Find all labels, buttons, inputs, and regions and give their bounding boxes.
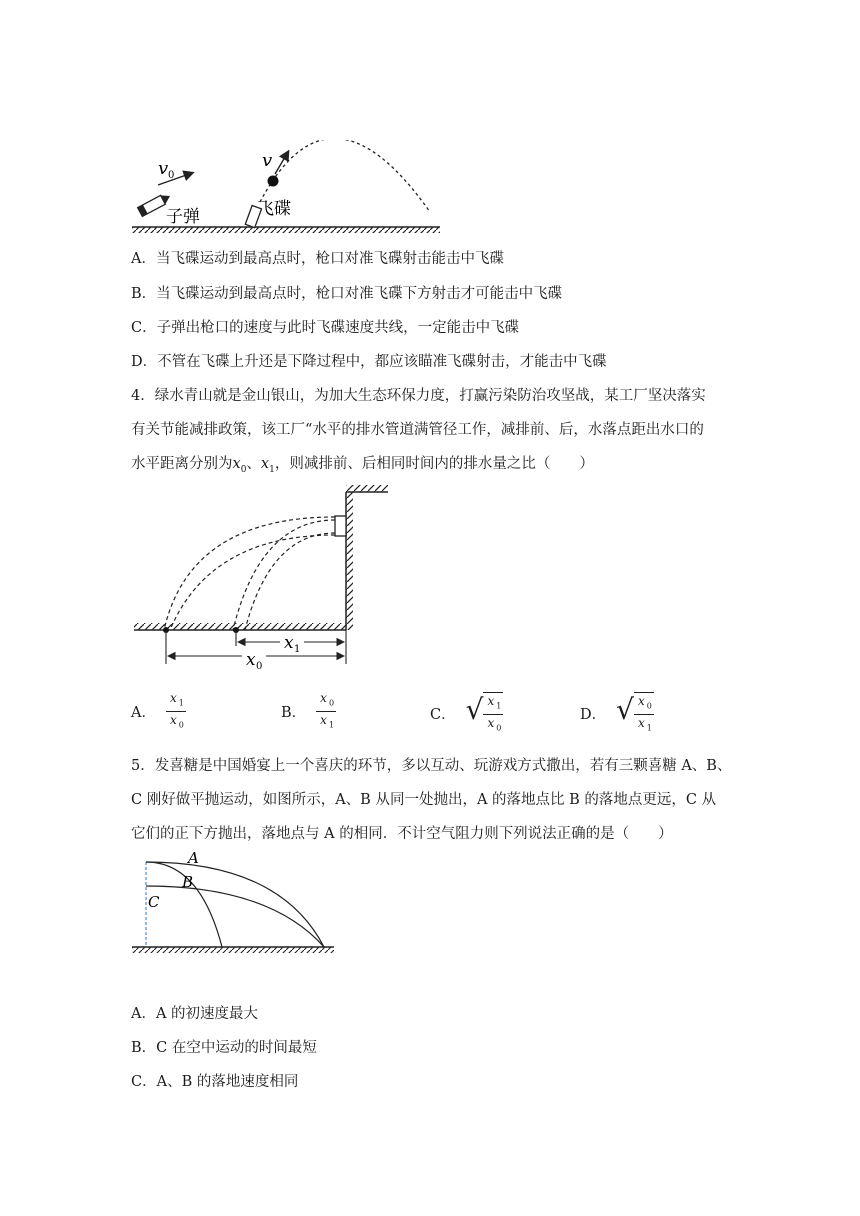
fraction-c-den: x $_0$ [487, 716, 502, 733]
q3-option-a: A．当飞碟运动到最高点时，枪口对准飞碟射击能击中飞碟 [131, 251, 504, 267]
q4-option-a-label: A． [131, 705, 156, 722]
figure-bullet-disc [130, 140, 450, 240]
wall-hatch [346, 492, 353, 630]
q4-option-c-label: C． [430, 706, 456, 723]
v-label: v [262, 150, 273, 171]
q3-option-d: D．不管在飞碟上升还是下降过程中，都应该瞄准飞碟射击，才能击中飞碟 [131, 354, 607, 370]
fig-label-a: A [188, 849, 199, 867]
v-arrow [275, 152, 288, 174]
trajectory-before-bottom [170, 535, 335, 630]
trajectory-after-bottom [245, 533, 335, 630]
q4-option-d-label: D． [580, 706, 607, 723]
fig-label-c: C [148, 893, 160, 911]
ground-hatch-3 [132, 947, 334, 953]
sqrt-d: √ $\frac{x _0}{x _1}$ [616, 690, 654, 737]
figure-drain-pipe [130, 484, 400, 674]
q4-stem-line3-a: 水平距离分别为 [131, 456, 233, 472]
fraction-b-num: x $_0$ [316, 690, 336, 712]
fraction-c [483, 692, 503, 737]
q5-option-c: C．A、B 的落地速度相同 [131, 1074, 299, 1090]
v0-subscript: 0 [168, 170, 175, 181]
fraction-b [316, 690, 336, 734]
fraction-d-den: x $_1$ [637, 716, 652, 733]
q5-stem-line1: 5．发喜糖是中国婚宴上一个喜庆的环节，多以互动、玩游戏方式撒出，若有三颗喜糖 A、B、 [131, 758, 732, 774]
fig-x1-label: x [284, 633, 294, 653]
fig-x0-sub: 0 [256, 661, 263, 672]
trajectory-c [146, 886, 324, 947]
q5-stem-line3: 它们的正下方抛出，落地点与 A 的相同．不计空气阻力则下列说法正确的是（ ） [131, 826, 673, 842]
figure-candy-throw [130, 848, 340, 960]
pipe-outlet [335, 516, 346, 536]
fig-x1-sub: 1 [294, 644, 301, 655]
trajectory-a [146, 862, 324, 947]
q3-option-b: B．当飞碟运动到最高点时，枪口对准飞碟下方射击才可能击中飞碟 [131, 286, 563, 302]
trajectory-after-top [233, 520, 335, 630]
fraction-a [166, 690, 186, 734]
disc-label: 飞碟 [257, 199, 291, 219]
q4-stem-line2: 有关节能减排政策，该工厂“水平的排水管道满管径工作，减排前、后，水落点距出水口的 [131, 422, 704, 438]
q4-x1-sub: 1 [269, 464, 275, 475]
q4-option-d [580, 690, 654, 737]
q4-option-a [131, 690, 186, 734]
q4-stem-line3 [131, 452, 594, 475]
q4-x0: x [232, 456, 241, 472]
fraction-d [634, 692, 654, 737]
q4-x0-sub: 0 [240, 464, 247, 475]
q5-option-a: A．A 的初速度最大 [131, 1006, 259, 1022]
q5-stem-line2: C 刚好做平抛运动，如图所示，A、B 从同一处抛出，A 的落地点比 B 的落地点更远，C 从 [131, 792, 717, 808]
v0-label: v [158, 158, 169, 179]
fraction-a-den: x $_0$ [169, 713, 184, 730]
bullet-label: 子弹 [166, 207, 200, 227]
sqrt-c: √ $\frac{x _1}{x _0}$ [466, 690, 504, 737]
q4-option-c [430, 690, 503, 737]
fraction-b-den: x $_1$ [320, 713, 335, 730]
q4-stem-line3-b: ，则减排前、后相同时间内的排水量之比（ ） [274, 456, 594, 472]
q4-stem-line1: 4．绿水青山就是金山银山，为加大生态环保力度，打赢污染防治攻坚战，某工厂坚决落实 [131, 388, 706, 404]
q4-option-b [281, 690, 336, 734]
q3-option-c: C．子弹出枪口的速度与此时飞碟速度共线，一定能击中飞碟 [131, 320, 520, 336]
q5-option-b: B．C 在空中运动的时间最短 [131, 1040, 317, 1056]
q4-option-b-label: B． [281, 705, 307, 722]
fraction-c-num: x $_1$ [483, 693, 503, 715]
fig-x0-label: x [246, 650, 256, 670]
fig-label-b: B [182, 873, 194, 891]
fraction-a-num: x $_1$ [166, 690, 186, 712]
ground-hatch [132, 227, 440, 233]
fraction-d-num: x $_0$ [634, 693, 654, 715]
disc-dot [268, 176, 279, 187]
q4-sep: 、 [246, 456, 261, 472]
wall-top-hatch [346, 485, 388, 492]
q4-x1: x [260, 456, 270, 472]
